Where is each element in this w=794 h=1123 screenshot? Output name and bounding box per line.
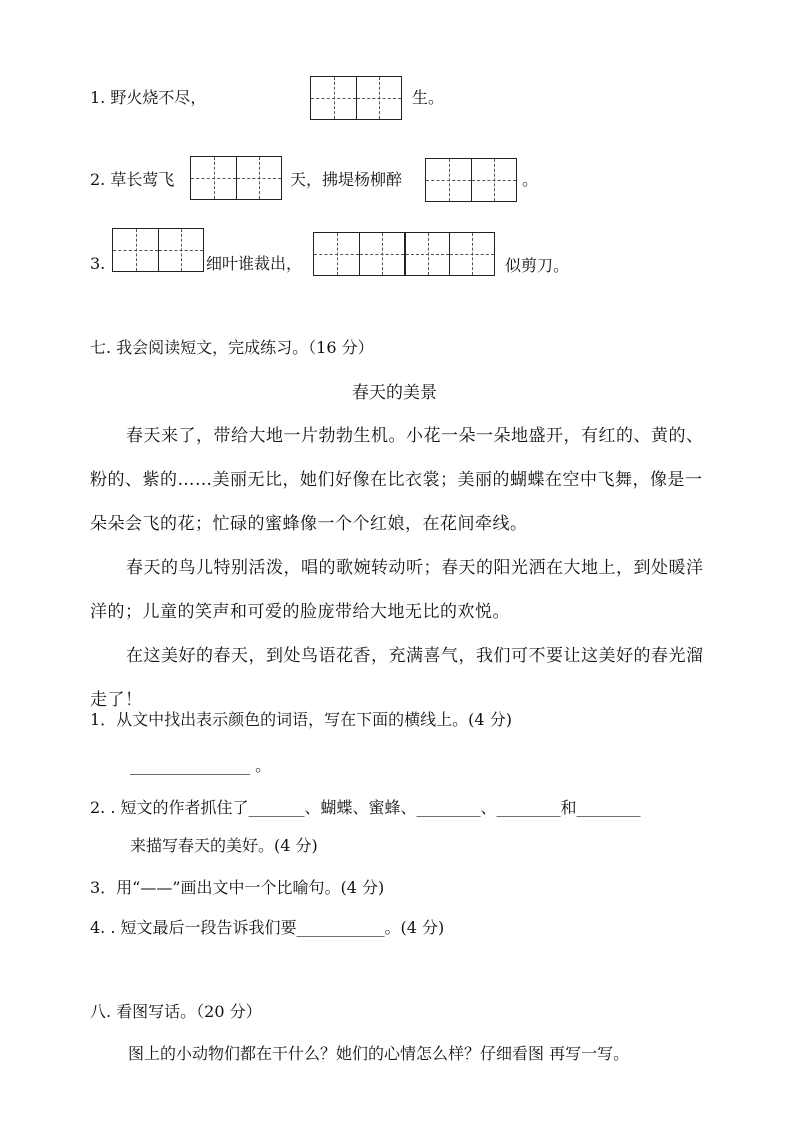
writing-cell[interactable] <box>449 233 494 275</box>
section8-heading: 八. 看图写话。（20 分） <box>90 1002 262 1021</box>
poem-q3-answer-boxes-b[interactable] <box>313 232 495 276</box>
writing-cell[interactable] <box>314 233 359 275</box>
writing-cell[interactable] <box>113 229 158 271</box>
passage-title: 春天的美景 <box>352 383 437 403</box>
writing-cell[interactable] <box>426 159 471 201</box>
poem-q3-prefix: 3. <box>90 254 106 273</box>
writing-cell[interactable] <box>356 77 401 119</box>
writing-cell[interactable] <box>191 157 236 199</box>
poem-q1-suffix: 生。 <box>412 88 445 107</box>
section7-heading: 七. 我会阅读短文，完成练习。（16 分） <box>90 338 374 357</box>
poem-q2-answer-boxes-a[interactable] <box>190 156 282 200</box>
poem-q3-suffix: 似剪刀。 <box>505 256 570 275</box>
passage-paragraph-1: 春天来了，带给大地一片勃勃生机。小花一朵一朵地盛开，有红的、黄的、粉的、紫的……美丽无比，她们好像在比衣裳；美丽的蝴蝶在空中飞舞，像是一朵朵会飞的花；忙碌的蜜蜂像一个个红娘，在花间牵线。 <box>90 426 704 534</box>
writing-cell[interactable] <box>404 233 449 275</box>
poem-q1-answer-boxes[interactable] <box>310 76 402 120</box>
poem-q2-prefix: 2. 草长莺飞 <box>90 170 175 189</box>
poem-q2-suffix: 。 <box>522 170 539 189</box>
poem-q2-answer-boxes-b[interactable] <box>425 158 517 202</box>
question-2: 2. . 短文的作者抓住了_______、蝴蝶、蜜蜂、________、________和________ <box>90 798 641 817</box>
passage-paragraph-2: 春天的鸟儿特别活泼，唱的歌婉转动听；春天的阳光洒在大地上，到处暖洋洋的；儿童的笑声和可爱的脸庞带给大地无比的欢悦。 <box>90 558 704 622</box>
writing-cell[interactable] <box>158 229 203 271</box>
question-1-answer-line[interactable]: _______________ 。 <box>130 756 272 775</box>
question-4: 4. . 短文最后一段告诉我们要___________。(4 分) <box>90 918 445 937</box>
question-2-continued: 来描写春天的美好。(4 分) <box>130 836 318 855</box>
writing-cell[interactable] <box>311 77 356 119</box>
poem-q3-answer-boxes-a[interactable] <box>112 228 204 272</box>
writing-cell[interactable] <box>471 159 516 201</box>
passage-paragraph-3: 在这美好的春天，到处鸟语花香，充满喜气，我们可不要让这美好的春光溜走了！ <box>90 646 704 710</box>
poem-q2-middle: 天，拂堤杨柳醉 <box>290 170 403 189</box>
section8-prompt: 图上的小动物们都在干什么？她们的心情怎么样？仔细看图 再写一写。 <box>128 1044 630 1063</box>
writing-cell[interactable] <box>359 233 404 275</box>
writing-cell[interactable] <box>236 157 281 199</box>
poem-q1-prefix: 1. 野火烧不尽， <box>90 88 207 107</box>
poem-q3-middle: 细叶谁裁出， <box>206 254 303 273</box>
question-3: 3．用“——”画出文中一个比喻句。(4 分) <box>90 878 385 897</box>
question-1: 1．从文中找出表示颜色的词语，写在下面的横线上。(4 分) <box>90 710 512 729</box>
